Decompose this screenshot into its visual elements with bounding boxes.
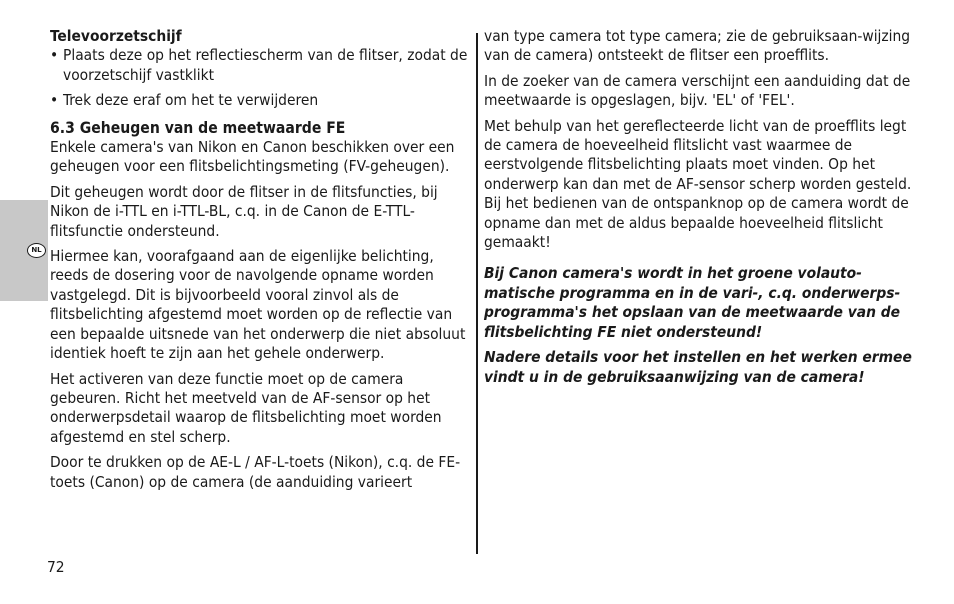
paragraph: Hiermee kan, voorafgaand aan de eigenlijke belichting, reeds de dosering voor de navolgende opname worden vastgelegd. Dit is bijvoorbeeld vooral zinvol als de flitsbelichting afgestemd moet worden op de reflectie van een bepaalde uitsnede van het onderwerp die niet absoluut identiek hoeft te zijn aan het gehele onderwerp. bbox=[50, 247, 466, 363]
bullet-icon: • bbox=[50, 91, 59, 110]
left-column bbox=[50, 27, 470, 498]
paragraph: Dit geheugen wordt door de flitser in de flitsfuncties, bij Nikon de i-TTL en i-TTL-BL, c.q. in de Canon de E-TTL-flitsfunctie ondersteund. bbox=[50, 182, 438, 240]
page-number: 72 bbox=[47, 558, 65, 576]
note-text: Bij Canon camera's wordt in het groene volauto-matische programma en in de vari-, c.q. onderwerps-programma's het opslaan van de meetwaarde van de flitsbelichting FE niet ondersteund! bbox=[484, 264, 901, 341]
paragraph: Met behulp van het gereflecteerde licht van de proefflits legt de camera de hoeveelheid flitslicht vast waarmee de eerstvolgende flitsbelichting plaats moet vinden. Op het onderwerp kan dan met de AF-sensor scherp worden gesteld. Bij het bedienen van de ontspanknop op de camera wordt de opname dan met de aldus bepaalde hoeveelheid flitslicht gemaakt! bbox=[484, 116, 912, 252]
note-text: Nadere details voor het instellen en het werken ermee vindt u in de gebruiksaanwijzing van de camera! bbox=[484, 348, 912, 386]
paragraph: Het activeren van deze functie moet op de camera gebeuren. Richt het meetveld van de AF-sensor op het onderwerpsdetail waarop de flitsbelichting moet worden afgestemd en stel scherp. bbox=[50, 369, 442, 446]
right-column bbox=[484, 27, 914, 393]
column-divider bbox=[476, 33, 478, 554]
bullet-item bbox=[50, 46, 470, 85]
paragraph: Door te drukken op de AE-L / AF-L-toets (Nikon), c.q. de FE-toets (Canon) op de camera (de aanduiding varieert bbox=[50, 453, 461, 491]
section-heading: 6.3 Geheugen van de meetwaarde FE bbox=[50, 118, 346, 137]
paragraph: In de zoeker van de camera verschijnt een aanduiding dat de meetwaarde is opgeslagen, bijv. 'EL' of 'FEL'. bbox=[484, 71, 911, 110]
bullet-icon: • bbox=[50, 46, 59, 65]
language-badge: NL bbox=[27, 243, 46, 258]
paragraph: Enkele camera's van Nikon en Canon beschikken over een geheugen voor een flitsbelichtingsmeting (FV-geheugen). bbox=[50, 138, 455, 176]
bullet-item bbox=[50, 91, 470, 110]
paragraph: van type camera tot type camera; zie de gebruiksaan-wijzing van de camera) ontsteekt de flitser een proefflits. bbox=[484, 27, 911, 65]
bullet-text: Trek deze eraf om het te verwijderen bbox=[63, 91, 319, 110]
bullet-text: Plaats deze op het reflectiescherm van de flitser, zodat de voorzetschijf vastklikt bbox=[63, 46, 468, 84]
subsection-title: Televoorzetschijf bbox=[50, 27, 182, 45]
